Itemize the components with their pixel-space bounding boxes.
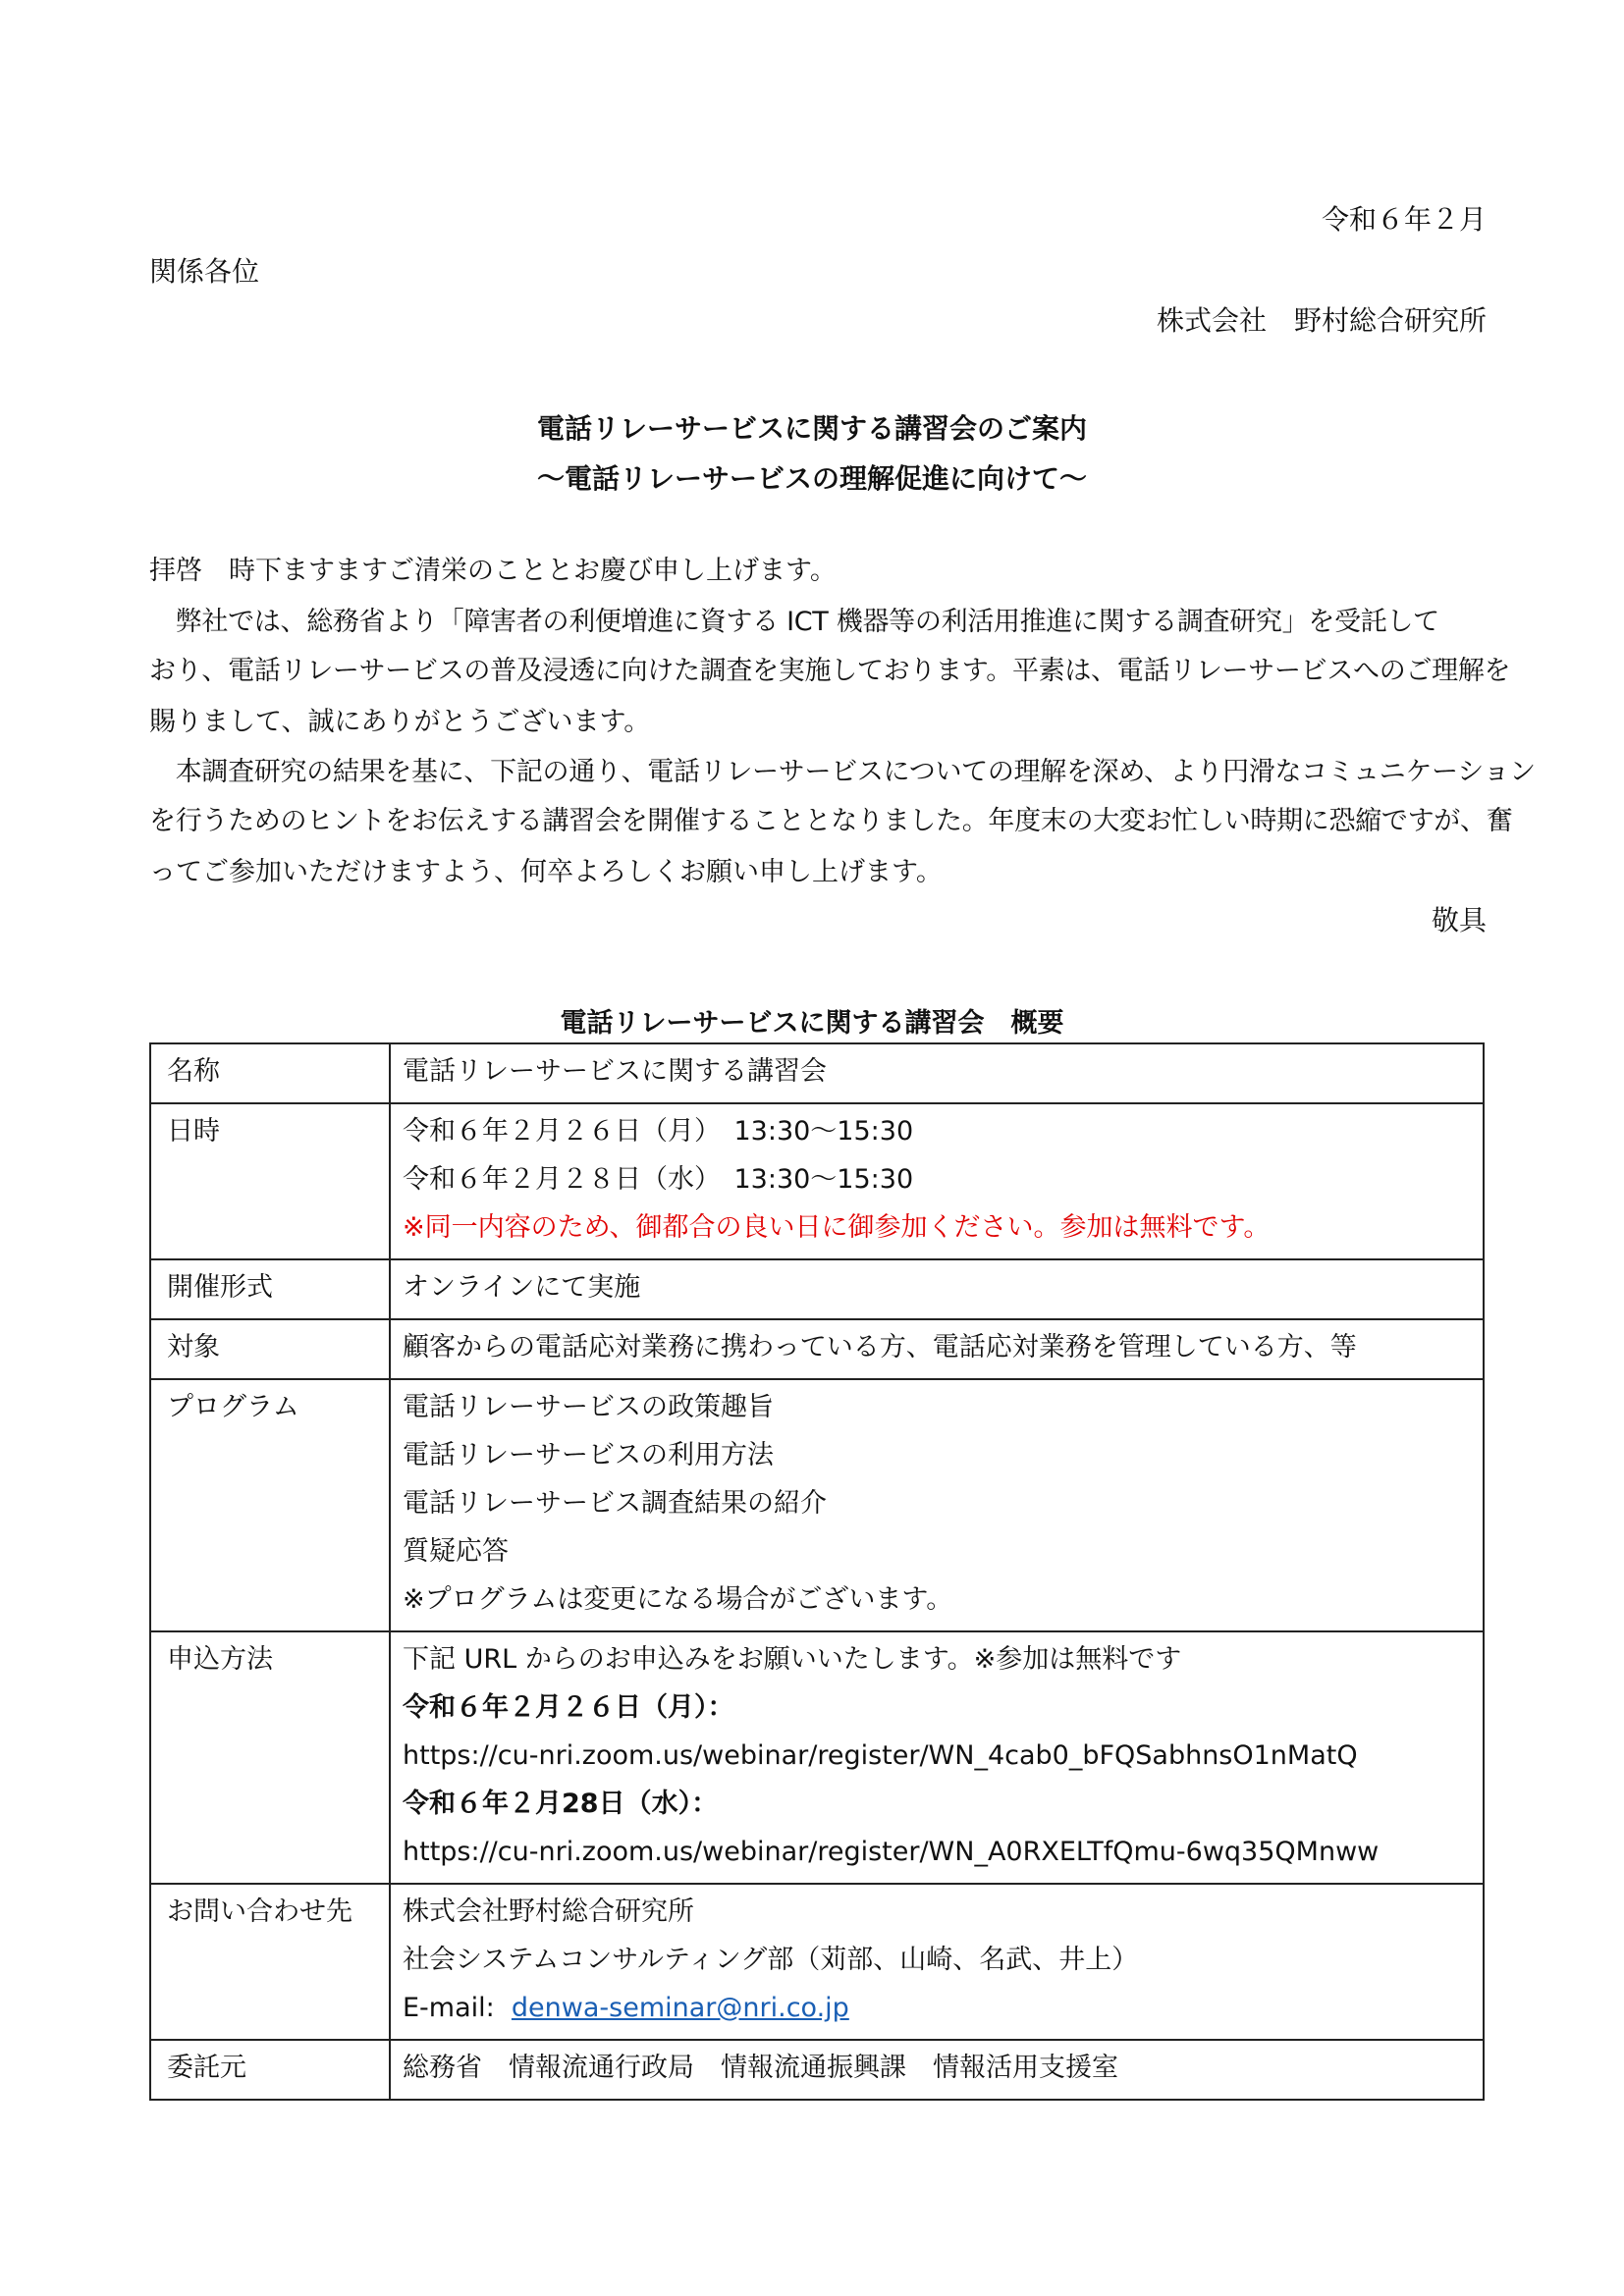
contact-email-line xyxy=(403,1986,1471,2034)
document-date: 令和６年２月 xyxy=(1321,203,1487,236)
document-subtitle: ～電話リレーサービスの理解促進に向けて～ xyxy=(536,462,1087,495)
document-title: 電話リレーサービスに関する講習会のご案内 xyxy=(536,412,1087,445)
program-note: ※プログラムは変更になる場合がございます。 xyxy=(403,1584,953,1615)
table-row xyxy=(150,1043,1484,1103)
row-label: 対象 xyxy=(150,1319,390,1379)
row-value xyxy=(390,1259,1484,1319)
email-label: E-mail: xyxy=(403,1993,495,2023)
row-value xyxy=(390,1379,1484,1631)
sender: 株式会社 野村総合研究所 xyxy=(1156,304,1487,337)
row-label: お問い合わせ先 xyxy=(150,1884,390,2040)
application-intro: 下記 URL からのお申込みをお願いいたします。※参加は無料です xyxy=(403,1644,1182,1675)
commissioner: 総務省 情報流通行政局 情報流通振興課 情報活用支援室 xyxy=(403,2053,1118,2083)
email-link[interactable]: denwa-seminar@nri.co.jp xyxy=(511,1993,849,2023)
table-row xyxy=(150,1103,1484,1259)
closing-word: 敬具 xyxy=(1431,904,1487,936)
contact-company: 株式会社野村総合研究所 xyxy=(403,1896,694,1927)
row-value xyxy=(390,1103,1484,1259)
body-line: を行うためのヒントをお伝えする講習会を開催することとなりました。年度末の大変お忙しい時期に恐縮ですが、奮 xyxy=(149,806,1513,836)
row-label: プログラム xyxy=(150,1379,390,1631)
event-name: 電話リレーサービスに関する講習会 xyxy=(403,1056,827,1087)
registration-link-2[interactable]: https://cu-nri.zoom.us/webinar/register/WN_A0RXELTfQmu-6wq35QMnww xyxy=(403,1837,1380,1867)
body-line: おり、電話リレーサービスの普及浸透に向けた調査を実施しております。平素は、電話リレーサービスへのご理解を xyxy=(149,656,1511,686)
application-date-2: 令和６年２月28日（水）： xyxy=(403,1789,719,1819)
registration-link-1[interactable]: https://cu-nri.zoom.us/webinar/register/WN_4cab0_bFQSabhnsO1nMatQ xyxy=(403,1740,1358,1771)
table-row xyxy=(150,1884,1484,2040)
row-label: 開催形式 xyxy=(150,1259,390,1319)
table-row xyxy=(150,1379,1484,1631)
overview-caption: 電話リレーサービスに関する講習会 概要 xyxy=(560,1008,1064,1039)
body-line: 弊社では、総務省より「障害者の利便増進に資する ICT 機器等の利活用推進に関する調査研究」を受託して xyxy=(149,607,1439,637)
program-item: 電話リレーサービスの利用方法 xyxy=(403,1440,774,1470)
body-line: 本調査研究の結果を基に、下記の通り、電話リレーサービスについての理解を深め、より円滑なコミュニケーション xyxy=(149,757,1536,787)
body-line: 拝啓 時下ますますご清栄のこととお慶び申し上げます。 xyxy=(149,556,837,586)
program-item: 電話リレーサービスの政策趣旨 xyxy=(403,1392,774,1422)
row-label: 名称 xyxy=(150,1043,390,1103)
event-format: オンラインにて実施 xyxy=(403,1272,641,1303)
free-attendance-note: ※同一内容のため、御都合の良い日に御参加ください。参加は無料です。 xyxy=(403,1212,1271,1243)
program-item: 質疑応答 xyxy=(403,1536,509,1567)
row-value xyxy=(390,2040,1484,2100)
table-row xyxy=(150,1259,1484,1319)
application-date-1: 令和６年２月２６日（月）： xyxy=(403,1692,734,1723)
target-audience: 顧客からの電話応対業務に携わっている方、電話応対業務を管理している方、等 xyxy=(403,1332,1357,1362)
program-item: 電話リレーサービス調査結果の紹介 xyxy=(403,1488,827,1519)
session-date-2: 令和６年２月２８日（水） 13:30～15:30 xyxy=(403,1164,914,1195)
table-row xyxy=(150,2040,1484,2100)
addressee: 関係各位 xyxy=(149,255,260,288)
row-label: 日時 xyxy=(150,1103,390,1259)
session-date-1: 令和６年２月２６日（月） 13:30～15:30 xyxy=(403,1116,914,1147)
contact-department: 社会システムコンサルティング部（苅部、山崎、名武、井上） xyxy=(403,1945,1139,1975)
body-line: ってご参加いただけますよう、何卒よろしくお願い申し上げます。 xyxy=(149,857,943,887)
table-row xyxy=(150,1319,1484,1379)
row-value xyxy=(390,1043,1484,1103)
overview-table xyxy=(149,1042,1485,2101)
row-label: 委託元 xyxy=(150,2040,390,2100)
row-label: 申込方法 xyxy=(150,1631,390,1884)
row-value xyxy=(390,1319,1484,1379)
table-row xyxy=(150,1631,1484,1884)
row-value xyxy=(390,1884,1484,2040)
row-value xyxy=(390,1631,1484,1884)
body-line: 賜りまして、誠にありがとうございます。 xyxy=(149,707,651,737)
